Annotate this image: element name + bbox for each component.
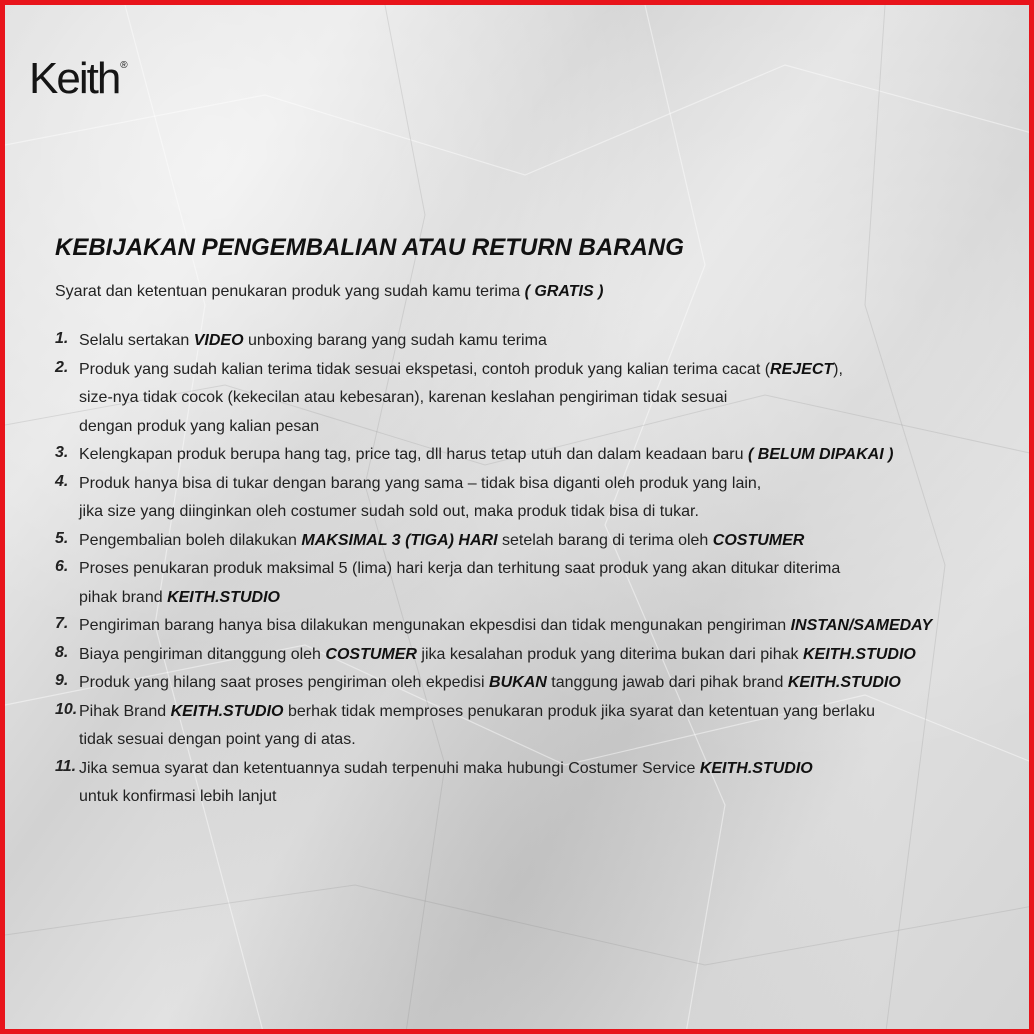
keith-logo: Keith® (29, 54, 128, 103)
policy-item (55, 672, 932, 701)
policy-item-number: 11. (55, 757, 77, 775)
body-text: ), (833, 360, 843, 378)
emphasis-text: KEITH.STUDIO (167, 588, 280, 606)
policy-item (55, 359, 932, 445)
policy-item-line (79, 786, 813, 815)
policy-item-text (79, 758, 813, 815)
policy-item-text (79, 644, 916, 673)
body-text: tidak sesuai dengan point yang di atas. (79, 731, 356, 748)
body-text: Selalu sertakan (79, 332, 194, 349)
policy-item-line (79, 416, 843, 445)
policy-item-text (79, 672, 901, 701)
policy-list (55, 330, 932, 815)
page-title: KEBIJAKAN PENGEMBALIAN ATAU RETURN BARANG (55, 234, 684, 261)
body-text: jika kesalahan produk yang diterima bukan dari pihak (416, 645, 803, 663)
emphasis-text: VIDEO (193, 332, 244, 349)
body-text: Produk hanya bisa di tukar dengan barang yang sama – tidak bisa diganti oleh produk yang lain, (79, 474, 762, 492)
emphasis-text: COSTUMER (325, 645, 417, 663)
body-text: Kelengkapan produk berupa hang tag, price tag, dll harus tetap utuh dan dalam keadaan baru (79, 446, 748, 463)
policy-item-text (79, 558, 840, 615)
body-text: untuk konfirmasi lebih lanjut (79, 788, 277, 805)
policy-item-line (79, 672, 901, 701)
policy-item-line (79, 530, 804, 559)
policy-item-line (79, 330, 547, 359)
subtitle (55, 283, 603, 301)
policy-item (55, 558, 932, 615)
body-text: pihak brand (79, 588, 168, 606)
body-text: dengan produk yang kalian pesan (79, 417, 320, 435)
policy-item-number: 5. (55, 529, 69, 547)
policy-item-line (79, 758, 813, 787)
policy-item-text (79, 615, 932, 644)
emphasis-text: REJECT (770, 360, 834, 378)
policy-item-number: 6. (55, 558, 69, 575)
body-text: jika size yang diinginkan oleh costumer sudah sold out, maka produk tidak bisa di tukar. (79, 503, 699, 520)
policy-item-text (79, 444, 893, 473)
emphasis-text: ( BELUM DIPAKAI ) (747, 446, 894, 463)
body-text: tanggung jawab dari pihak brand (546, 674, 788, 691)
subtitle-text: Syarat dan ketentuan penukaran produk yang sudah kamu terima (55, 283, 525, 300)
policy-item-line (79, 473, 761, 502)
policy-item (55, 473, 932, 530)
policy-item (55, 330, 932, 359)
body-text: Biaya pengiriman ditanggung oleh (79, 645, 326, 663)
policy-item-line (79, 587, 840, 616)
policy-item-line (79, 615, 932, 644)
body-text: Produk yang sudah kalian terima tidak sesuai ekspetasi, contoh produk yang kalian terima cacat ( (79, 360, 771, 378)
emphasis-text: KEITH.STUDIO (802, 645, 916, 663)
policy-item-number: 7. (55, 615, 69, 632)
policy-item-line (79, 501, 761, 530)
policy-item-line (79, 644, 916, 673)
policy-item-line (79, 359, 843, 388)
policy-item-number: 3. (55, 444, 69, 461)
policy-item (55, 701, 932, 758)
policy-item (55, 615, 932, 644)
emphasis-text: KEITH.STUDIO (699, 759, 813, 777)
emphasis-text: INSTAN/SAMEDAY (790, 617, 933, 634)
policy-item-text (79, 473, 761, 530)
body-text: berhak tidak memproses penukaran produk jika syarat dan ketentuan yang berlaku (283, 702, 875, 720)
policy-item-text (79, 330, 547, 359)
body-text: Produk yang hilang saat proses pengiriman oleh ekpedisi (79, 674, 490, 691)
policy-item-number: 8. (55, 643, 69, 661)
policy-item-text (79, 701, 875, 758)
policy-item-number: 2. (55, 358, 69, 376)
policy-item-line (79, 701, 875, 730)
policy-item-number: 9. (55, 672, 69, 689)
body-text: unboxing barang yang sudah kamu terima (243, 332, 547, 349)
policy-item (55, 444, 932, 473)
subtitle-highlight: ( GRATIS ) (524, 283, 604, 300)
policy-item-line (79, 387, 843, 416)
policy-item-text (79, 530, 804, 559)
body-text: Jika semua syarat dan ketentuannya sudah terpenuhi maka hubungi Costumer Service (79, 759, 700, 777)
policy-item-line (79, 729, 875, 758)
policy-item-number: 1. (55, 330, 69, 347)
body-text: size-nya tidak cocok (kekecilan atau kebesaran), karenan keslahan pengiriman tidak sesuai (79, 389, 728, 406)
policy-item-number: 4. (55, 472, 69, 490)
policy-item-number: 10. (55, 700, 78, 718)
policy-item-line (79, 444, 893, 473)
body-text: setelah barang di terima oleh (497, 531, 713, 549)
emphasis-text: COSTUMER (712, 531, 805, 549)
body-text: Pengembalian boleh dilakukan (79, 531, 302, 549)
policy-item-text (79, 359, 843, 445)
policy-item (55, 758, 932, 815)
policy-item (55, 644, 932, 673)
emphasis-text: BUKAN (489, 674, 547, 691)
emphasis-text: MAKSIMAL 3 (TIGA) HARI (301, 531, 498, 549)
body-text: Pihak Brand (79, 702, 171, 720)
policy-item-line (79, 558, 840, 587)
policy-item (55, 530, 932, 559)
body-text: Pengiriman barang hanya bisa dilakukan mengunakan ekpesdisi dan tidak mengunakan pengiriman (79, 617, 791, 634)
emphasis-text: KEITH.STUDIO (170, 702, 284, 720)
emphasis-text: KEITH.STUDIO (787, 674, 901, 691)
body-text: Proses penukaran produk maksimal 5 (lima) hari kerja dan terhitung saat produk yang akan ditukar diterima (79, 560, 841, 577)
